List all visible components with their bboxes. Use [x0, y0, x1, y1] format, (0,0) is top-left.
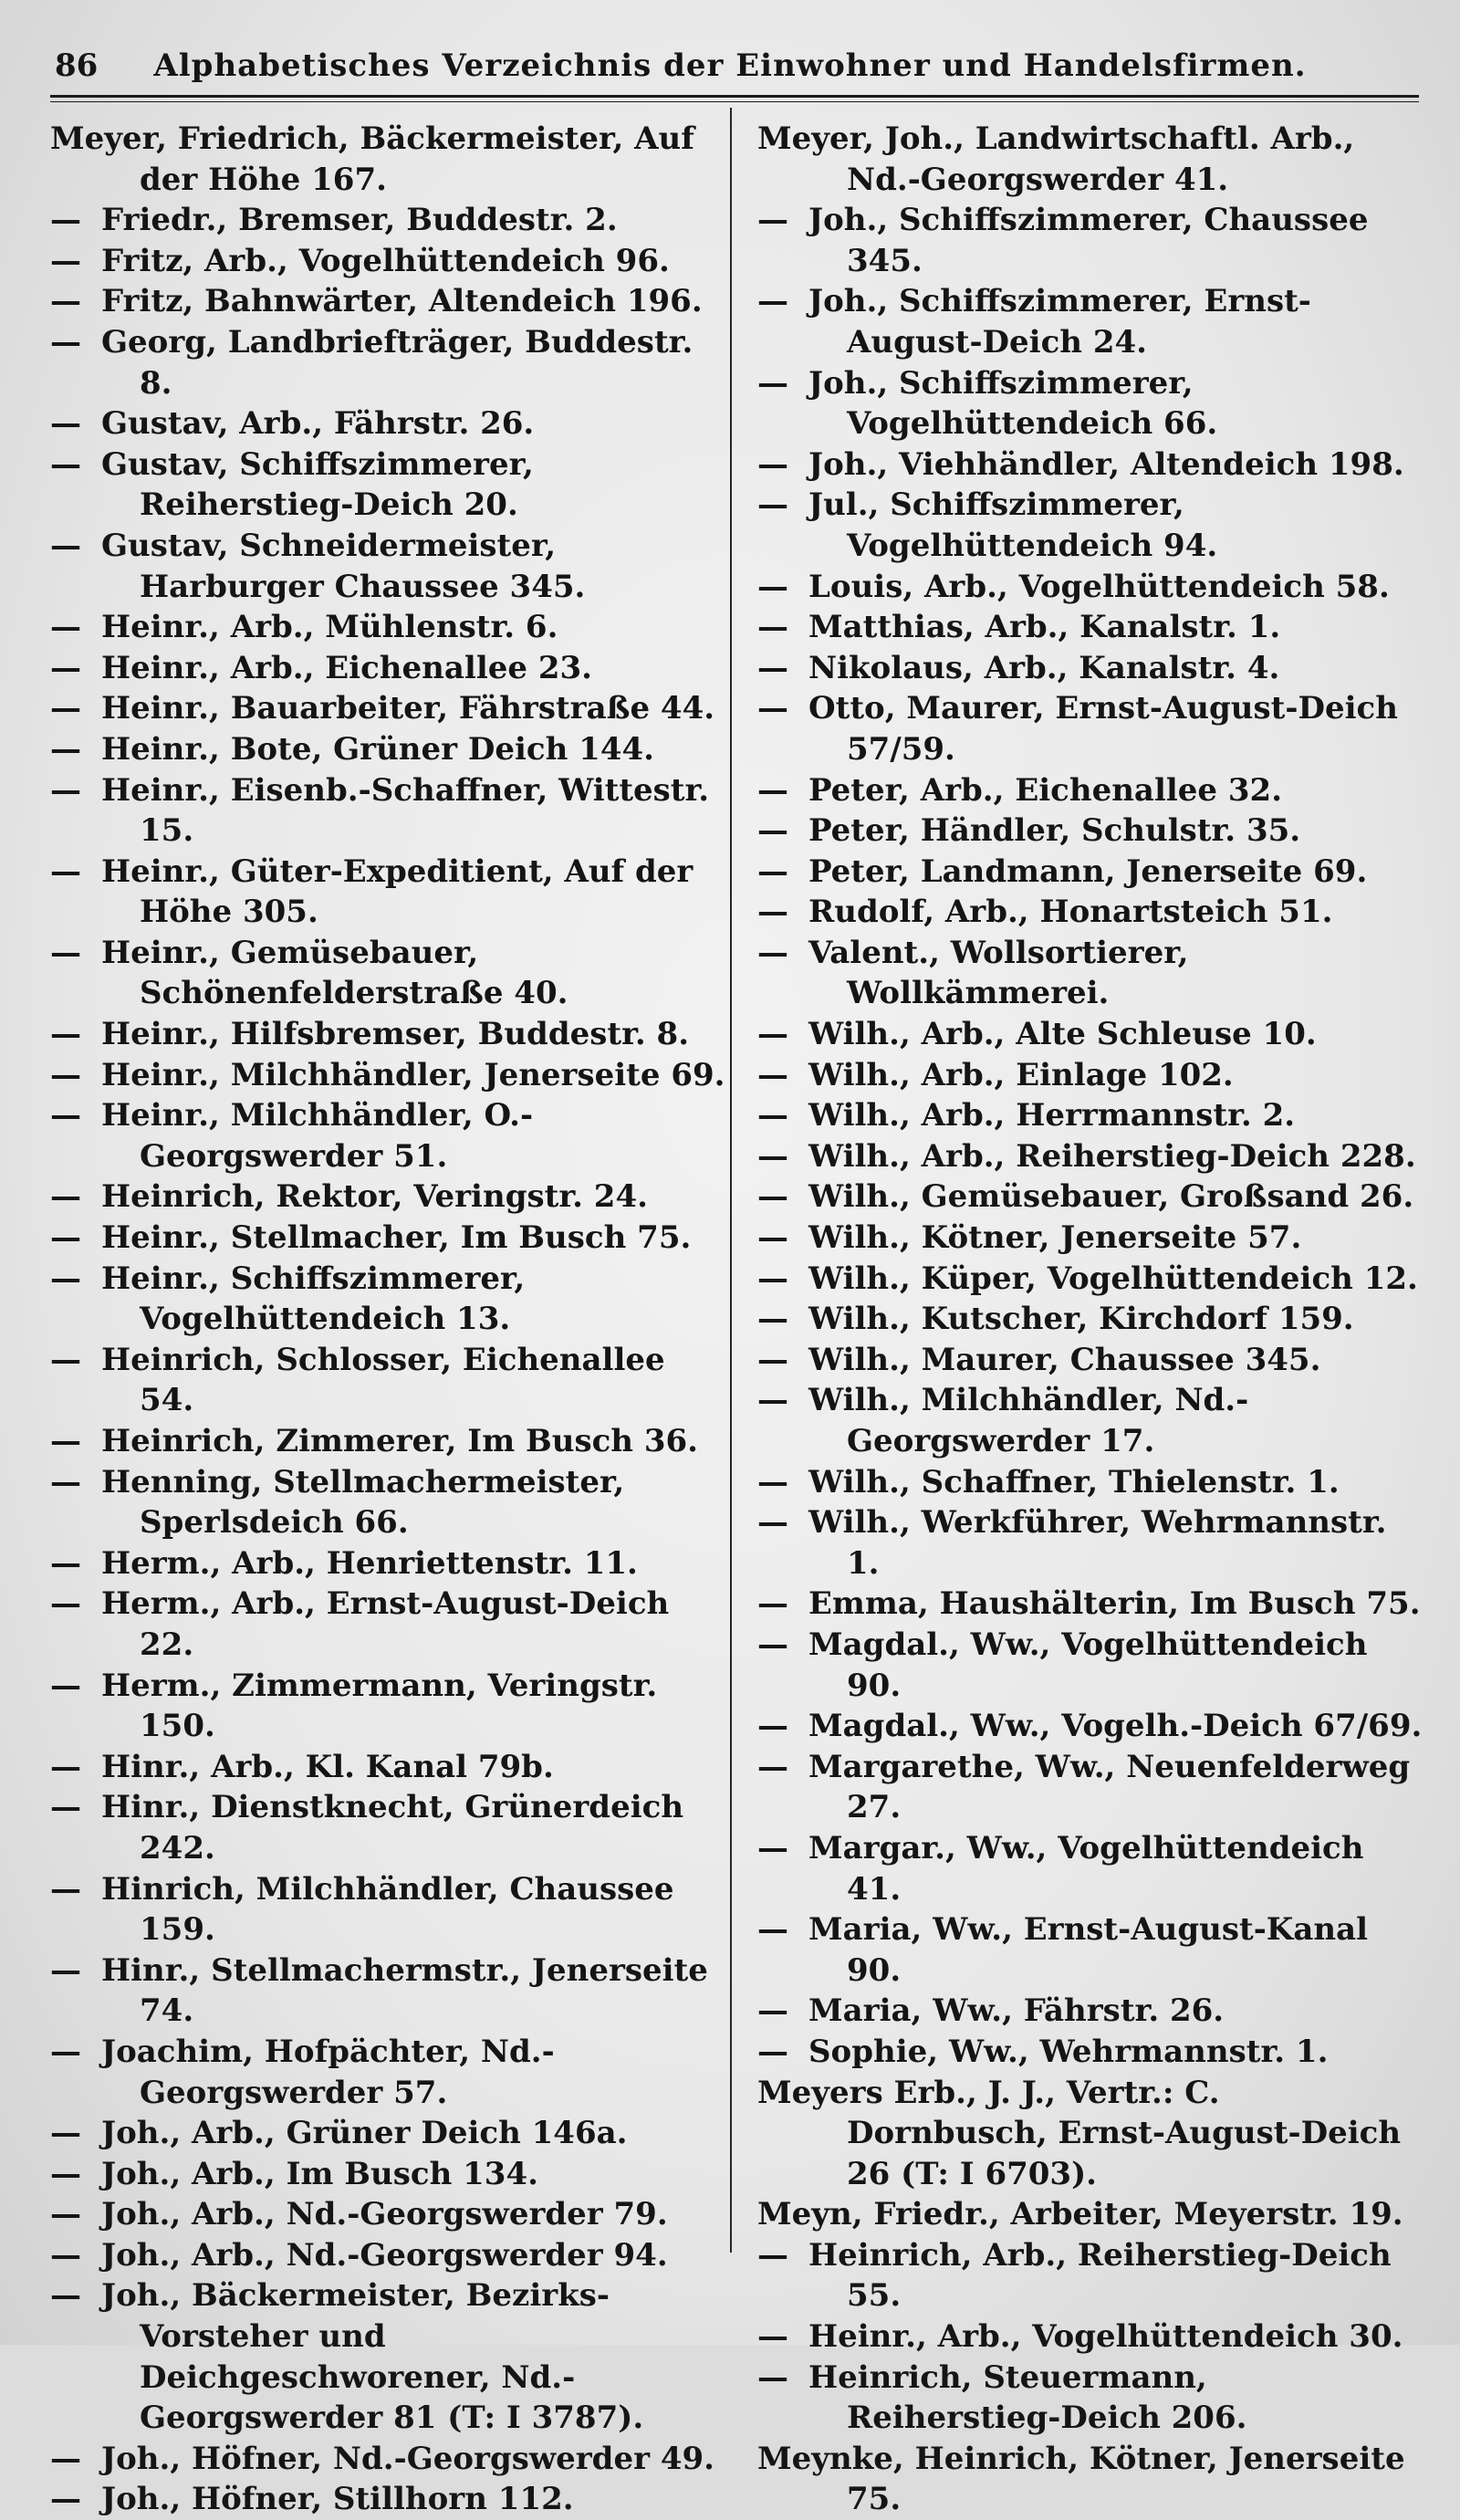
- entry-text: Hinr., Stellmachermstr., Jenerseite 74.: [101, 1951, 708, 2030]
- entry-text: Otto, Maurer, Ernst-August-Deich 57/59.: [808, 690, 1398, 768]
- ditto-dash: —: [50, 1544, 81, 1582]
- directory-entry: [757, 1747, 1424, 1828]
- entry-text: Wilh., Kutscher, Kirchdorf 159.: [808, 1301, 1354, 1338]
- entry-text: Meyers Erb., J. J., Vertr.: C. Dornbusch, Ernst-August-Deich 26 (T: I 6703).: [757, 2074, 1402, 2192]
- right-column: [757, 119, 1424, 2520]
- ditto-dash: —: [50, 1341, 81, 1378]
- ditto-dash: —: [50, 1951, 81, 1989]
- ditto-dash: —: [757, 1992, 788, 2030]
- directory-entry: [757, 933, 1424, 1014]
- entry-text: Wilh., Küper, Vogelhüttendeich 12.: [808, 1260, 1418, 1297]
- directory-entry: [50, 526, 725, 607]
- ditto-dash: —: [50, 445, 81, 483]
- directory-entry: [757, 1176, 1424, 1218]
- entry-text: Meynke, Heinrich, Kötner, Jenerseite 75.: [757, 2440, 1405, 2518]
- ditto-dash: —: [757, 1301, 788, 1338]
- directory-entry: [50, 2275, 725, 2438]
- entry-text: Joh., Bäckermeister, Bezirks-Vorsteher und Deichgeschworener, Nd.-Georgswerder 81 (T: I 3787).: [101, 2277, 644, 2437]
- ditto-dash: —: [50, 2196, 81, 2233]
- entry-text: Heinr., Eisenb.-Schaffner, Wittestr. 15.: [101, 771, 710, 850]
- directory-entry: [757, 2235, 1424, 2316]
- ditto-dash: —: [757, 1463, 788, 1500]
- entry-text: Gustav, Schiffszimmerer, Reiherstieg-Deich 20.: [101, 445, 534, 524]
- entry-text: Heinr., Arb., Eichenallee 23.: [101, 649, 592, 686]
- entry-text: Joh., Höfner, Nd.-Georgswerder 49.: [101, 2440, 714, 2477]
- directory-entry: [50, 2154, 725, 2195]
- ditto-dash: —: [50, 1219, 81, 1257]
- entry-text: Herm., Arb., Henriettenstr. 11.: [101, 1544, 638, 1582]
- entry-text: Magdal., Ww., Vogelhüttendeich 90.: [808, 1626, 1368, 1704]
- directory-entry: [50, 1055, 725, 1096]
- ditto-dash: —: [757, 1178, 788, 1216]
- ditto-dash: —: [757, 2318, 788, 2356]
- ditto-dash: —: [50, 1097, 81, 1135]
- ditto-dash: —: [50, 323, 81, 361]
- directory-entry: [50, 444, 725, 526]
- entry-text: Heinr., Schiffszimmerer, Vogelhüttendeich 13.: [101, 1260, 526, 1338]
- entry-text: Sophie, Ww., Wehrmannstr. 1.: [808, 2033, 1329, 2070]
- directory-entry: [50, 770, 725, 852]
- directory-entry: [50, 648, 725, 689]
- directory-entry: [757, 1095, 1424, 1136]
- entry-text: Jul., Schiffszimmerer, Vogelhüttendeich 94.: [808, 486, 1218, 564]
- entry-text: Henning, Stellmachermeister, Sperlsdeich 66.: [101, 1463, 625, 1542]
- directory-entry: [50, 2439, 725, 2480]
- ditto-dash: —: [50, 283, 81, 320]
- directory-entry: [50, 2479, 725, 2520]
- entry-text: Friedr., Bremser, Buddestr. 2.: [101, 202, 618, 239]
- ditto-dash: —: [757, 1829, 788, 1866]
- ditto-dash: —: [757, 568, 788, 605]
- ditto-dash: —: [757, 1219, 788, 1257]
- ditto-dash: —: [757, 1097, 788, 1135]
- entry-text: Heinr., Milchhändler, Jenerseite 69.: [101, 1056, 725, 1093]
- directory-entry: [757, 567, 1424, 608]
- entry-text: Joh., Arb., Nd.-Georgswerder 94.: [101, 2236, 668, 2274]
- entry-text: Maria, Ww., Ernst-August-Kanal 90.: [808, 1911, 1369, 1989]
- entry-text: Heinr., Arb., Mühlenstr. 6.: [101, 609, 558, 646]
- directory-entry: [757, 485, 1424, 566]
- ditto-dash: —: [757, 690, 788, 727]
- entry-text: Heinr., Gemüsebauer, Schönenfelderstraße 40.: [101, 934, 568, 1012]
- entry-text: Heinrich, Rektor, Veringstr. 24.: [101, 1178, 648, 1216]
- ditto-dash: —: [757, 1382, 788, 1419]
- entry-text: Joh., Viehhändler, Altendeich 198.: [808, 445, 1404, 483]
- entry-text: Heinrich, Schlosser, Eichenallee 54.: [101, 1341, 665, 1419]
- directory-entry: [757, 444, 1424, 486]
- directory-entry: [50, 2113, 725, 2154]
- ditto-dash: —: [757, 1626, 788, 1663]
- ditto-dash: —: [757, 2033, 788, 2070]
- entry-text: Peter, Arb., Eichenallee 32.: [808, 771, 1283, 809]
- directory-entry-head: [757, 2073, 1424, 2195]
- entry-text: Heinrich, Zimmerer, Im Busch 36.: [101, 1423, 699, 1459]
- page-number: 86: [55, 47, 99, 84]
- directory-entry: [50, 1340, 725, 1421]
- directory-entry: [50, 729, 725, 770]
- entry-text: Maria, Ww., Fährstr. 26.: [808, 1992, 1225, 2030]
- entry-text: Wilh., Milchhändler, Nd.-Georgswerder 17.: [808, 1382, 1249, 1459]
- entry-text: Wilh., Gemüsebauer, Großsand 26.: [808, 1178, 1414, 1216]
- ditto-dash: —: [50, 2277, 81, 2315]
- directory-entry: [50, 1869, 725, 1950]
- ditto-dash: —: [757, 771, 788, 809]
- directory-entry: [50, 852, 725, 933]
- ditto-dash: —: [50, 690, 81, 727]
- directory-entry: [50, 1666, 725, 1747]
- directory-entry: [50, 403, 725, 444]
- directory-entry: [757, 1218, 1424, 1259]
- entry-text: Wilh., Arb., Alte Schleuse 10.: [808, 1016, 1317, 1053]
- directory-entry: [757, 1462, 1424, 1503]
- entry-text: Heinr., Stellmacher, Im Busch 75.: [101, 1219, 692, 1257]
- ditto-dash: —: [50, 2155, 81, 2192]
- page-title: Alphabetisches Verzeichnis der Einwohner und Handelsfirmen.: [153, 47, 1307, 84]
- directory-entry: [50, 933, 725, 1014]
- ditto-dash: —: [757, 1585, 788, 1623]
- entry-text: Joh., Schiffszimmerer, Vogelhüttendeich 66.: [808, 364, 1218, 443]
- entry-text: Heinr., Güter-Expeditient, Auf der Höhe 305.: [101, 852, 694, 931]
- entry-text: Joh., Schiffszimmerer, Ernst-August-Deich 24.: [808, 283, 1311, 361]
- left-column: [50, 119, 725, 2520]
- ditto-dash: —: [757, 1504, 788, 1542]
- entry-text: Georg, Landbriefträger, Buddestr. 8.: [101, 323, 694, 402]
- directory-entry: [50, 1421, 725, 1462]
- directory-entry-head: [757, 119, 1424, 200]
- directory-entry: [757, 1502, 1424, 1584]
- entry-text: Hinrich, Milchhändler, Chaussee 159.: [101, 1870, 674, 1949]
- directory-entry: [50, 1218, 725, 1259]
- header-rule-thin: [50, 101, 1419, 102]
- page-header: [55, 47, 1405, 93]
- entry-text: Heinr., Bote, Grüner Deich 144.: [101, 730, 654, 768]
- directory-entry: [50, 241, 725, 282]
- ditto-dash: —: [50, 771, 81, 809]
- ditto-dash: —: [757, 2236, 788, 2274]
- header-rule: [50, 95, 1419, 98]
- ditto-dash: —: [757, 934, 788, 971]
- entry-text: Heinr., Bauarbeiter, Fährstraße 44.: [101, 690, 715, 727]
- ditto-dash: —: [50, 852, 81, 890]
- ditto-dash: —: [757, 445, 788, 483]
- ditto-dash: —: [50, 1870, 81, 1908]
- entry-text: Louis, Arb., Vogelhüttendeich 58.: [808, 568, 1390, 605]
- ditto-dash: —: [757, 486, 788, 524]
- directory-entry: [50, 281, 725, 322]
- ditto-dash: —: [757, 649, 788, 686]
- directory-entry: [50, 1095, 725, 1176]
- entry-text: Herm., Arb., Ernst-August-Deich 22.: [101, 1585, 670, 1663]
- entry-text: Meyn, Friedr., Arbeiter, Meyerstr. 19.: [757, 2196, 1403, 2233]
- ditto-dash: —: [50, 2033, 81, 2070]
- entry-text: Heinrich, Arb., Reiherstieg-Deich 55.: [808, 2236, 1392, 2315]
- ditto-dash: —: [757, 364, 788, 402]
- directory-entry: [757, 1055, 1424, 1096]
- directory-entry-head: [50, 119, 725, 200]
- directory-entry: [757, 1014, 1424, 1055]
- ditto-dash: —: [757, 202, 788, 239]
- ditto-dash: —: [50, 1667, 81, 1704]
- entry-text: Magdal., Ww., Vogelh.-Deich 67/69.: [808, 1708, 1423, 1745]
- ditto-dash: —: [757, 1056, 788, 1093]
- ditto-dash: —: [50, 934, 81, 971]
- directory-entry: [50, 1950, 725, 2032]
- ditto-dash: —: [50, 405, 81, 443]
- ditto-dash: —: [50, 1260, 81, 1297]
- directory-entry: [757, 2358, 1424, 2439]
- entry-text: Peter, Händler, Schulstr. 35.: [808, 812, 1301, 850]
- entry-text: Herm., Zimmermann, Veringstr. 150.: [101, 1667, 658, 1745]
- ditto-dash: —: [50, 527, 81, 564]
- ditto-dash: —: [50, 1748, 81, 1785]
- directory-entry: [50, 1259, 725, 1340]
- ditto-dash: —: [757, 1748, 788, 1785]
- directory-entry: [50, 322, 725, 403]
- ditto-dash: —: [50, 1423, 81, 1459]
- directory-entry: [50, 2032, 725, 2113]
- directory-entry: [50, 1543, 725, 1584]
- entry-text: Heinr., Milchhändler, O.-Georgswerder 51.: [101, 1097, 534, 1175]
- directory-entry: [757, 1259, 1424, 1300]
- entry-text: Joh., Arb., Im Busch 134.: [101, 2155, 538, 2192]
- directory-entry: [757, 200, 1424, 281]
- directory-entry: [757, 810, 1424, 852]
- ditto-dash: —: [757, 1341, 788, 1378]
- ditto-dash: —: [50, 1016, 81, 1053]
- entry-text: Rudolf, Arb., Honartsteich 51.: [808, 894, 1333, 931]
- entry-text: Wilh., Maurer, Chaussee 345.: [808, 1341, 1321, 1378]
- entry-text: Fritz, Bahnwärter, Altendeich 196.: [101, 283, 703, 320]
- entry-text: Joachim, Hofpächter, Nd.-Georgswerder 57.: [101, 2033, 555, 2111]
- ditto-dash: —: [757, 894, 788, 931]
- directory-entry: [757, 363, 1424, 444]
- directory-entry: [757, 1991, 1424, 2032]
- ditto-dash: —: [757, 812, 788, 850]
- ditto-dash: —: [50, 1056, 81, 1093]
- ditto-dash: —: [50, 1585, 81, 1623]
- ditto-dash: —: [757, 1708, 788, 1745]
- entry-text: Nikolaus, Arb., Kanalstr. 4.: [808, 649, 1280, 686]
- directory-entry: [757, 1340, 1424, 1381]
- entry-text: Joh., Schiffszimmerer, Chaussee 345.: [808, 202, 1369, 279]
- ditto-dash: —: [50, 2236, 81, 2274]
- ditto-dash: —: [757, 852, 788, 890]
- ditto-dash: —: [50, 1789, 81, 1826]
- directory-entry: [757, 1584, 1424, 1625]
- entry-text: Heinr., Arb., Vogelhüttendeich 30.: [808, 2318, 1403, 2356]
- directory-entry: [757, 1625, 1424, 1706]
- directory-entry: [50, 2235, 725, 2276]
- directory-entry: [757, 1299, 1424, 1340]
- entry-text: Wilh., Arb., Herrmannstr. 2.: [808, 1097, 1296, 1135]
- entry-text: Wilh., Kötner, Jenerseite 57.: [808, 1219, 1302, 1257]
- directory-entry: [50, 1014, 725, 1055]
- ditto-dash: —: [757, 2358, 788, 2396]
- directory-entry: [757, 607, 1424, 648]
- directory-entry: [757, 770, 1424, 811]
- entry-text: Margar., Ww., Vogelhüttendeich 41.: [808, 1829, 1364, 1908]
- ditto-dash: —: [757, 609, 788, 646]
- ditto-dash: —: [50, 1178, 81, 1216]
- entry-text: Hinr., Arb., Kl. Kanal 79b.: [101, 1748, 554, 1785]
- entry-text: Wilh., Arb., Reiherstieg-Deich 228.: [808, 1137, 1416, 1175]
- directory-entry-head: [757, 2194, 1424, 2235]
- entry-text: Joh., Arb., Grüner Deich 146a.: [101, 2115, 628, 2152]
- directory-entry: [50, 1747, 725, 1788]
- ditto-dash: —: [50, 730, 81, 768]
- entry-text: Wilh., Werkführer, Wehrmannstr. 1.: [808, 1504, 1387, 1582]
- directory-entry: [757, 648, 1424, 689]
- entry-text: Wilh., Schaffner, Thielenstr. 1.: [808, 1463, 1340, 1500]
- ditto-dash: —: [757, 283, 788, 320]
- entry-text: Emma, Haushälterin, Im Busch 75.: [808, 1585, 1421, 1623]
- entry-text: Peter, Landmann, Jenerseite 69.: [808, 852, 1368, 890]
- ditto-dash: —: [50, 2481, 81, 2518]
- ditto-dash: —: [757, 1016, 788, 1053]
- entry-text: Joh., Arb., Nd.-Georgswerder 79.: [101, 2196, 668, 2233]
- directory-entry: [50, 1462, 725, 1543]
- ditto-dash: —: [50, 649, 81, 686]
- directory-entry-head: [757, 2439, 1424, 2520]
- directory-entry: [757, 1380, 1424, 1461]
- entry-text: Valent., Wollsortierer, Wollkämmerei.: [808, 934, 1189, 1012]
- ditto-dash: —: [757, 1911, 788, 1949]
- directory-entry: [50, 200, 725, 241]
- directory-entry: [757, 1828, 1424, 1909]
- directory-entry: [757, 688, 1424, 769]
- ditto-dash: —: [50, 609, 81, 646]
- directory-entry: [50, 1176, 725, 1218]
- directory-entry: [50, 2194, 725, 2235]
- directory-entry: [757, 1909, 1424, 1991]
- entry-text: Heinr., Hilfsbremser, Buddestr. 8.: [101, 1016, 690, 1053]
- entry-text: Heinrich, Steuermann, Reiherstieg-Deich 206.: [808, 2358, 1247, 2437]
- ditto-dash: —: [50, 202, 81, 239]
- ditto-dash: —: [757, 1260, 788, 1297]
- directory-entry: [757, 281, 1424, 362]
- entry-text: Meyer, Joh., Landwirtschaftl. Arb., Nd.-Georgswerder 41.: [757, 120, 1355, 198]
- entry-text: Hinr., Dienstknecht, Grünerdeich 242.: [101, 1789, 684, 1866]
- directory-entry: [757, 1136, 1424, 1177]
- entry-text: Joh., Höfner, Stillhorn 112.: [101, 2481, 574, 2518]
- ditto-dash: —: [50, 2440, 81, 2477]
- entry-text: Gustav, Arb., Fährstr. 26.: [101, 405, 535, 443]
- entry-text: Fritz, Arb., Vogelhüttendeich 96.: [101, 242, 670, 279]
- ditto-dash: —: [50, 1463, 81, 1500]
- directory-entry: [50, 1584, 725, 1665]
- directory-entry: [50, 1787, 725, 1868]
- directory-entry: [757, 852, 1424, 893]
- entry-text: Margarethe, Ww., Neuenfelderweg 27.: [808, 1748, 1411, 1826]
- entry-text: Matthias, Arb., Kanalstr. 1.: [808, 609, 1281, 646]
- ditto-dash: —: [50, 2115, 81, 2152]
- directory-entry: [757, 2032, 1424, 2073]
- column-divider: [730, 108, 732, 2253]
- directory-entry: [50, 688, 725, 729]
- directory-entry: [757, 2316, 1424, 2358]
- entry-text: Wilh., Arb., Einlage 102.: [808, 1056, 1234, 1093]
- directory-entry: [757, 892, 1424, 933]
- directory-entry: [757, 1706, 1424, 1747]
- ditto-dash: —: [50, 242, 81, 279]
- ditto-dash: —: [757, 1137, 788, 1175]
- entry-text: Meyer, Friedrich, Bäckermeister, Auf der Höhe 167.: [50, 120, 694, 198]
- directory-entry: [50, 607, 725, 648]
- entry-text: Gustav, Schneidermeister, Harburger Chaussee 345.: [101, 527, 586, 605]
